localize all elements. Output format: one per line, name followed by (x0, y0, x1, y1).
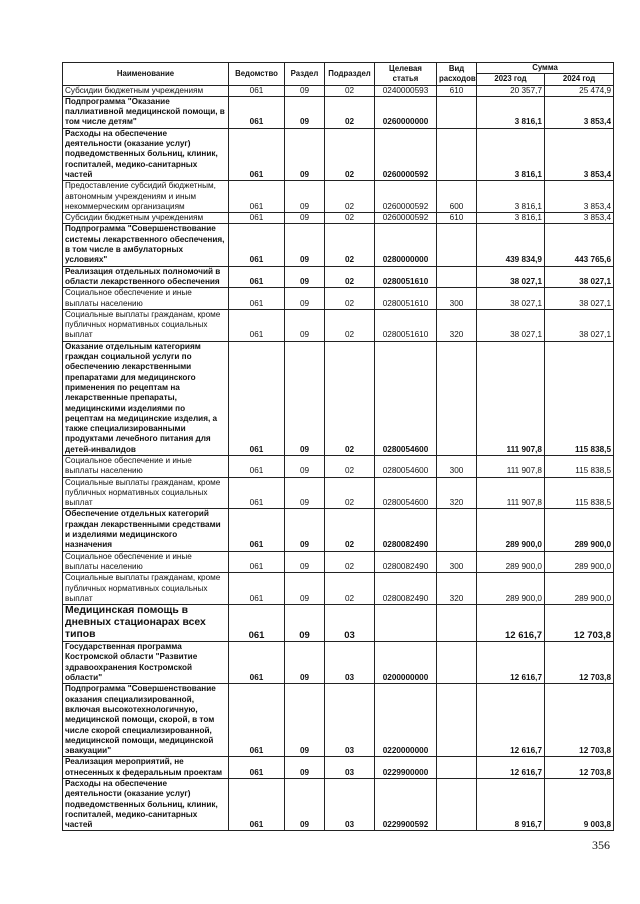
cell-cs: 0280051610 (375, 309, 437, 341)
cell-ved: 061 (229, 128, 285, 180)
cell-name: Социальные выплаты гражданам, кроме публичных нормативных социальных выплат (63, 573, 229, 605)
cell-y2023: 439 834,9 (477, 224, 545, 266)
cell-razdel: 09 (285, 341, 325, 455)
cell-cs: 0280054600 (375, 341, 437, 455)
cell-y2023: 289 900,0 (477, 573, 545, 605)
cell-ved: 061 (229, 341, 285, 455)
cell-y2024: 25 474,9 (545, 85, 614, 96)
cell-vr: 320 (437, 573, 477, 605)
cell-ved: 061 (229, 266, 285, 288)
cell-name: Государственная программа Костромской области "Развитие здравоохранения Костромской области" (63, 642, 229, 684)
cell-vr (437, 605, 477, 642)
cell-cs: 0280000000 (375, 224, 437, 266)
cell-y2024: 3 853,4 (545, 96, 614, 128)
cell-vr (437, 642, 477, 684)
cell-y2023: 3 816,1 (477, 96, 545, 128)
cell-razdel: 09 (285, 605, 325, 642)
cell-razdel: 09 (285, 551, 325, 573)
table-row (63, 551, 614, 573)
cell-y2023: 20 357,7 (477, 85, 545, 96)
cell-y2024: 3 853,4 (545, 128, 614, 180)
cell-ved: 061 (229, 757, 285, 779)
cell-y2023: 12 616,7 (477, 757, 545, 779)
cell-ved: 061 (229, 684, 285, 757)
cell-name: Реализация мероприятий, не отнесенных к федеральным проектам (63, 757, 229, 779)
cell-razdel: 09 (285, 96, 325, 128)
cell-ved: 061 (229, 213, 285, 224)
cell-razdel: 09 (285, 309, 325, 341)
cell-podrazdel: 02 (325, 266, 375, 288)
cell-ved: 061 (229, 509, 285, 551)
cell-razdel: 09 (285, 224, 325, 266)
cell-vr (437, 224, 477, 266)
cell-y2023: 3 816,1 (477, 213, 545, 224)
cell-vr (437, 266, 477, 288)
cell-name: Оказание отдельным категориям граждан социальной услуги по обеспечению лекарственными препаратами для медицинского применения по рецептам на лекарственные препараты, медицинскими изделиями по рецептам на медицинские изделия, а также специализированными продуктами лечебного питания для детей-инвалидов (63, 341, 229, 455)
cell-y2024: 115 838,5 (545, 341, 614, 455)
table-row (63, 509, 614, 551)
cell-podrazdel: 03 (325, 779, 375, 831)
cell-name: Субсидии бюджетным учреждениям (63, 213, 229, 224)
cell-podrazdel: 02 (325, 128, 375, 180)
cell-name: Подпрограмма "Оказание паллиативной медицинской помощи, в том числе детям" (63, 96, 229, 128)
cell-y2023: 12 616,7 (477, 684, 545, 757)
cell-y2023: 289 900,0 (477, 509, 545, 551)
table-row (63, 779, 614, 831)
cell-cs: 0280051610 (375, 266, 437, 288)
cell-cs: 0280054600 (375, 477, 437, 509)
cell-y2024: 12 703,8 (545, 684, 614, 757)
cell-podrazdel: 02 (325, 181, 375, 213)
cell-y2024: 289 900,0 (545, 551, 614, 573)
cell-podrazdel: 03 (325, 642, 375, 684)
header-vr: Вид расходов (437, 63, 477, 86)
cell-razdel: 09 (285, 779, 325, 831)
table-body (63, 85, 614, 831)
table-row (63, 757, 614, 779)
cell-vr (437, 509, 477, 551)
cell-cs: 0260000592 (375, 181, 437, 213)
table-row (63, 96, 614, 128)
table-row (63, 477, 614, 509)
cell-y2024: 3 853,4 (545, 213, 614, 224)
table-row (63, 309, 614, 341)
cell-y2024: 115 838,5 (545, 477, 614, 509)
header-2023: 2023 год (477, 74, 545, 85)
cell-vr: 300 (437, 288, 477, 310)
cell-podrazdel: 03 (325, 757, 375, 779)
cell-razdel: 09 (285, 684, 325, 757)
cell-name: Социальные выплаты гражданам, кроме публичных нормативных социальных выплат (63, 477, 229, 509)
header-2024: 2024 год (545, 74, 614, 85)
cell-razdel: 09 (285, 85, 325, 96)
budget-table (62, 62, 614, 831)
cell-name: Социальное обеспечение и иные выплаты населению (63, 551, 229, 573)
cell-y2023: 38 027,1 (477, 288, 545, 310)
cell-ved: 061 (229, 181, 285, 213)
header-podrazdel: Подраздел (325, 63, 375, 86)
cell-cs: 0260000592 (375, 128, 437, 180)
cell-cs (375, 605, 437, 642)
table-row (63, 181, 614, 213)
cell-razdel: 09 (285, 642, 325, 684)
header-name: Наименование (63, 63, 229, 86)
cell-y2024: 12 703,8 (545, 642, 614, 684)
table-row (63, 341, 614, 455)
cell-podrazdel: 03 (325, 684, 375, 757)
cell-podrazdel: 02 (325, 213, 375, 224)
cell-cs: 0240000593 (375, 85, 437, 96)
cell-cs: 0260000592 (375, 213, 437, 224)
cell-name: Социальное обеспечение и иные выплаты населению (63, 288, 229, 310)
cell-vr (437, 96, 477, 128)
cell-name: Реализация отдельных полномочий в области лекарственного обеспечения (63, 266, 229, 288)
table-row (63, 224, 614, 266)
cell-y2023: 12 616,7 (477, 605, 545, 642)
cell-ved: 061 (229, 288, 285, 310)
cell-y2023: 111 907,8 (477, 477, 545, 509)
cell-ved: 061 (229, 96, 285, 128)
cell-cs: 0280082490 (375, 573, 437, 605)
cell-y2024: 38 027,1 (545, 266, 614, 288)
cell-podrazdel: 02 (325, 455, 375, 477)
cell-razdel: 09 (285, 757, 325, 779)
cell-ved: 061 (229, 224, 285, 266)
cell-ved: 061 (229, 642, 285, 684)
cell-cs: 0220000000 (375, 684, 437, 757)
cell-cs: 0200000000 (375, 642, 437, 684)
cell-razdel: 09 (285, 509, 325, 551)
cell-y2024: 38 027,1 (545, 309, 614, 341)
cell-cs: 0280082490 (375, 509, 437, 551)
cell-ved: 061 (229, 309, 285, 341)
header-cs: Целевая статья (375, 63, 437, 86)
cell-vr (437, 757, 477, 779)
cell-cs: 0229900000 (375, 757, 437, 779)
table-row (63, 642, 614, 684)
cell-vr: 610 (437, 85, 477, 96)
cell-ved: 061 (229, 605, 285, 642)
cell-y2023: 12 616,7 (477, 642, 545, 684)
table-row (63, 573, 614, 605)
cell-podrazdel: 02 (325, 96, 375, 128)
cell-name: Подпрограмма "Совершенствование оказания специализированной, включая высокотехнологичную, медицинской помощи, скорой, в том числе скорой специализированной, медицинской помощи, медицинской эвакуации" (63, 684, 229, 757)
cell-ved: 061 (229, 455, 285, 477)
cell-y2024: 9 003,8 (545, 779, 614, 831)
cell-podrazdel: 02 (325, 477, 375, 509)
cell-cs: 0280051610 (375, 288, 437, 310)
cell-name: Социальное обеспечение и иные выплаты населению (63, 455, 229, 477)
cell-ved: 061 (229, 573, 285, 605)
cell-razdel: 09 (285, 455, 325, 477)
cell-razdel: 09 (285, 181, 325, 213)
table-row (63, 85, 614, 96)
cell-y2023: 111 907,8 (477, 341, 545, 455)
cell-ved: 061 (229, 779, 285, 831)
cell-name: Расходы на обеспечение деятельности (оказание услуг) подведомственных больниц, клиник, госпиталей, медико-санитарных частей (63, 128, 229, 180)
cell-y2024: 115 838,5 (545, 455, 614, 477)
header-summa: Сумма (477, 63, 614, 74)
cell-y2023: 289 900,0 (477, 551, 545, 573)
cell-podrazdel: 02 (325, 551, 375, 573)
cell-vr (437, 341, 477, 455)
cell-y2023: 3 816,1 (477, 128, 545, 180)
cell-podrazdel: 02 (325, 288, 375, 310)
table-row (63, 605, 614, 642)
cell-ved: 061 (229, 477, 285, 509)
table-row (63, 213, 614, 224)
cell-y2023: 3 816,1 (477, 181, 545, 213)
cell-podrazdel: 03 (325, 605, 375, 642)
cell-name: Субсидии бюджетным учреждениям (63, 85, 229, 96)
cell-name: Предоставление субсидий бюджетным, автономным учреждениям и иным некоммерческим организациям (63, 181, 229, 213)
cell-razdel: 09 (285, 288, 325, 310)
cell-vr (437, 779, 477, 831)
cell-razdel: 09 (285, 213, 325, 224)
cell-vr: 300 (437, 455, 477, 477)
cell-y2023: 38 027,1 (477, 309, 545, 341)
cell-vr: 600 (437, 181, 477, 213)
cell-podrazdel: 02 (325, 341, 375, 455)
cell-y2024: 443 765,6 (545, 224, 614, 266)
cell-y2024: 38 027,1 (545, 288, 614, 310)
cell-y2023: 38 027,1 (477, 266, 545, 288)
cell-razdel: 09 (285, 477, 325, 509)
cell-razdel: 09 (285, 266, 325, 288)
cell-podrazdel: 02 (325, 224, 375, 266)
table-row (63, 455, 614, 477)
cell-y2023: 111 907,8 (477, 455, 545, 477)
cell-name: Подпрограмма "Совершенствование системы лекарственного обеспечения, в том числе в амбулаторных условиях" (63, 224, 229, 266)
cell-vr: 610 (437, 213, 477, 224)
table-row (63, 128, 614, 180)
cell-cs: 0280054600 (375, 455, 437, 477)
cell-vr: 300 (437, 551, 477, 573)
cell-podrazdel: 02 (325, 85, 375, 96)
cell-cs: 0260000000 (375, 96, 437, 128)
cell-razdel: 09 (285, 573, 325, 605)
cell-podrazdel: 02 (325, 509, 375, 551)
cell-ved: 061 (229, 85, 285, 96)
table-row (63, 288, 614, 310)
header-ved: Ведомство (229, 63, 285, 86)
cell-podrazdel: 02 (325, 573, 375, 605)
cell-cs: 0229900592 (375, 779, 437, 831)
cell-vr: 320 (437, 477, 477, 509)
cell-y2024: 289 900,0 (545, 573, 614, 605)
cell-y2023: 8 916,7 (477, 779, 545, 831)
cell-name: Обеспечение отдельных категорий граждан лекарственными средствами и изделиями медицинского назначения (63, 509, 229, 551)
cell-y2024: 3 853,4 (545, 181, 614, 213)
cell-name: Социальные выплаты гражданам, кроме публичных нормативных социальных выплат (63, 309, 229, 341)
cell-vr (437, 128, 477, 180)
table-row (63, 266, 614, 288)
cell-vr (437, 684, 477, 757)
cell-cs: 0280082490 (375, 551, 437, 573)
cell-ved: 061 (229, 551, 285, 573)
cell-razdel: 09 (285, 128, 325, 180)
cell-y2024: 12 703,8 (545, 757, 614, 779)
cell-y2024: 289 900,0 (545, 509, 614, 551)
cell-podrazdel: 02 (325, 309, 375, 341)
header-razdel: Раздел (285, 63, 325, 86)
cell-name: Медицинская помощь в дневных стационарах всех типов (63, 605, 229, 642)
page-number: 356 (592, 838, 610, 852)
cell-name: Расходы на обеспечение деятельности (оказание услуг) подведомственных больниц, клиник, госпиталей, медико-санитарных частей (63, 779, 229, 831)
cell-vr: 320 (437, 309, 477, 341)
cell-y2024: 12 703,8 (545, 605, 614, 642)
table-row (63, 684, 614, 757)
